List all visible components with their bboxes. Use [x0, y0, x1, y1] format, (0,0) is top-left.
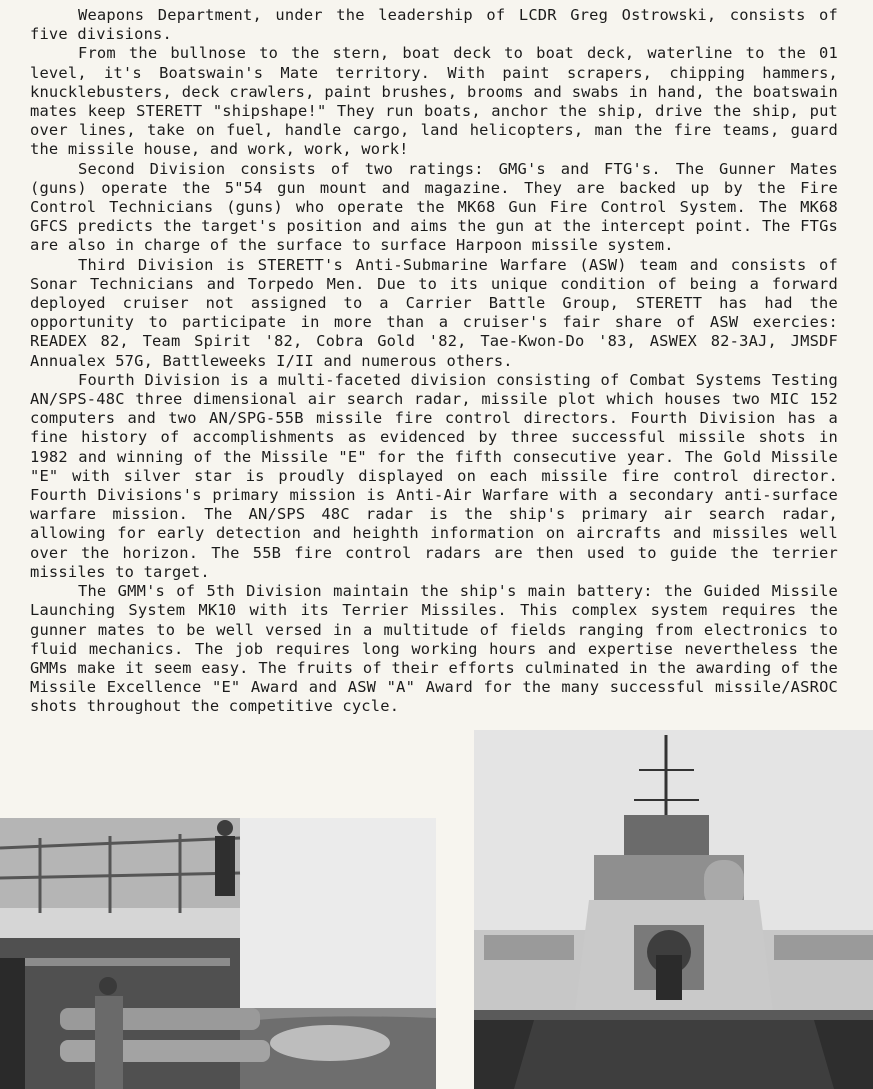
paragraph-fifth-division: The GMM's of 5th Division maintain the ship's main battery: the Guided Missile Launching System MK10 with its Terrier Missiles. This complex system requires the gunner mates to be well versed in a multitude of fields ranging from electronics to fluid mechanics. The job requires long working hours and expertise nevertheless the GMMs make it seem easy. The fruits of their efforts culminated in the awarding of the Missile Excellence "E" Award and ASW "A" Award for the many successful missile/ASROC shots throughout the competitive cycle. — [30, 582, 838, 716]
photo-sailors-on-deck — [0, 818, 436, 1089]
paragraph-second-division: Second Division consists of two ratings: GMG's and FTG's. The Gunner Mates (guns) operate the 5"54 gun mount and magazine. They are backed up by the Fire Control Technicians (guns) who operate the MK68 Gun Fire Control System. The MK68 GFCS predicts the target's position and aims the gun at the intercept point. The FTGs are also in charge of the surface to surface Harpoon missile system. — [30, 159, 838, 255]
paragraph-intro: Weapons Department, under the leadership of LCDR Greg Ostrowski, consists of five divisions. — [30, 6, 838, 44]
paragraph-fourth-division: Fourth Division is a multi-faceted division consisting of Combat Systems Testing AN/SPS-48C three dimensional air search radar, missile plot which houses two MIC 152 computers and two AN/SPG-55B missile fire control directors. Fourth Division has a fine history of accomplishments as evidenced by three successful missile shots in 1982 and winning of the Missile "E" for the fifth consecutive year. The Gold Missile "E" with silver star is proudly displayed on each missile fire control director. Fourth Divisions's primary mission is Anti-Air Warfare with a secondary anti-surface warfare mission. The AN/SPS 48C radar is the ship's primary air search radar, allowing for early detection and heighth information on aircrafts and missiles well over the horizon. The 55B fire control radars are then used to guide the terrier missiles to target. — [30, 370, 838, 581]
photo-gun-mount-illustration — [474, 730, 873, 1089]
article-text — [30, 6, 838, 717]
paragraph-third-division: Third Division is STERETT's Anti-Submarine Warfare (ASW) team and consists of Sonar Technicians and Torpedo Men. Due to its unique condition of being a forward deployed cruiser not assigned to a Carrier Battle Group, STERETT has had the opportunity to participate in more than a cruiser's fair share of ASW exercies: READEX 82, Team Spirit '82, Cobra Gold '82, Tae-Kwon-Do '83, ASWEX 82-3AJ, JMSDF Annualex 57G, Battleweeks I/II and numerous others. — [30, 255, 838, 370]
photo-gun-mount — [474, 730, 873, 1089]
paragraph-first-division: From the bullnose to the stern, boat deck to boat deck, waterline to the 01 level, it's Boatswain's Mate territory. With paint scrapers, chipping hammers, knucklebusters, deck crawlers, paint brushes, brooms and swabs in hand, the boatswain mates keep STERETT "shipshape!" They run boats, anchor the ship, drive the ship, put over lines, take on fuel, handle cargo, land helicopters, man the fire teams, guard the missile house, and work, work, work! — [30, 44, 838, 159]
photo-sailors-illustration — [0, 818, 436, 1089]
